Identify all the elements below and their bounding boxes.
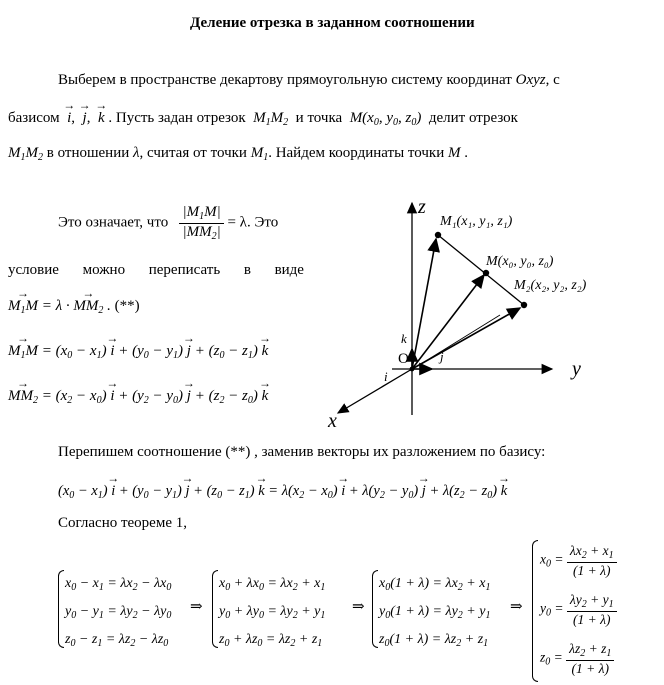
intro-line-3: $M_1M_2$ в отношении λ, считая от точки $M_1$. Найдем координаты точки M .: [8, 145, 468, 163]
segment-line: [438, 235, 524, 305]
system-1: $x_0 - x_1 = \lambda x_2 - \lambda x_0$ $y_0 - y_1 = \lambda y_2 - \lambda y_0$ $z_0 - z_1 = \lambda z_2 - \lambda z_0$: [65, 576, 172, 649]
m-label: M(x₀, y₀, z₀): [486, 254, 554, 269]
intro-text-6: в отношении: [46, 145, 130, 161]
vector-relation: → $M_1M = \lambda$ · → $MM_2$ . (**): [8, 298, 140, 316]
z-axis-label: z: [418, 196, 426, 218]
m1-label: M₁(x₁, y₁, z₁): [440, 214, 513, 229]
origin-dot: [410, 367, 415, 372]
segment-m1m2: $M_1M_2$: [253, 110, 289, 128]
meaning-line: Это означает, что $\frac{|M_1M|}{|MM_2|}$ = λ. Это: [58, 204, 279, 242]
vector-m1m: → $M_1M = (x_0 - x_1) \to i + (y_0 - y_1) \to j + (z_0 - z_1) \to k$: [8, 343, 268, 361]
x-axis: [338, 369, 412, 413]
solution-y0: $y_0$ = $\frac{\lambda y_2 + y_1}{(1 + \lambda)}$: [540, 592, 617, 627]
point-m-dot: [483, 270, 489, 276]
implies-2: ⇒: [352, 599, 365, 615]
coordinate-diagram: [300, 195, 664, 430]
system-2-brace: [212, 570, 218, 648]
system-2: $x_0 + \lambda x_0 = \lambda x_2 + x_1$ $y_0 + \lambda y_0 = \lambda y_2 + y_1$ $z_0 + \lambda z_0 = \lambda z_2 + z_1$: [219, 576, 326, 649]
intro-text-2: базисом: [8, 110, 60, 126]
expanded-equation: $(x_0 - x_1) \to i + (y_0 - y_1) \to j + (z_0 - z_1) \to k = \lambda(x_2 - x_0) \to i + \lambda(y_2 - y_0) \to j + \lambda(z_2 - z_0) \to k$: [58, 483, 507, 501]
intro-text-8: . Найдем координаты точки: [268, 145, 445, 161]
basis-i: → i: [67, 110, 71, 127]
ratio-fraction: $\frac{|M_1M|}{|MM_2|}$: [179, 204, 223, 242]
system-3-brace: [372, 570, 378, 648]
meaning-line-2: условие можно переписать в виде: [8, 262, 304, 278]
origin-label: O: [398, 351, 409, 367]
point-m2-dot: [521, 302, 527, 308]
x-axis-label: x: [328, 410, 337, 430]
radius-m: [412, 275, 484, 369]
guide-line: [416, 315, 500, 367]
meaning-text-a: Это означает, что: [58, 214, 169, 231]
intro-text-1: Выберем в пространстве декартову прямоугольную систему координат: [58, 72, 512, 88]
system-1-brace: [58, 570, 64, 648]
point-m: $M(x_0$, $y_0$, $z_0$): [349, 110, 422, 128]
implies-3: ⇒: [510, 599, 523, 615]
rewrite-text: Перепишем соотношение (**) , заменив векторы их разложением по базису:: [58, 444, 546, 460]
system-3: $x_0(1 + \lambda) = \lambda x_2 + x_1$ $y_0(1 + \lambda) = \lambda y_2 + y_1$ $z_0(1 + \lambda) = \lambda z_2 + z_1$: [379, 576, 491, 649]
solution-z0: $z_0$ = $\frac{\lambda z_2 + z_1}{(1 + \lambda)}$: [540, 641, 614, 676]
k-label: k: [401, 331, 407, 346]
oxyz-symbol: Oxyz: [515, 72, 546, 88]
basis-k: → k: [98, 110, 105, 127]
vector-mm2: → $MM_2 = (x_2 - x_0) \to i + (y_2 - y_0) \to j + (z_2 - z_0) \to k$: [8, 388, 268, 406]
page-title: Деление отрезка в заданном соотношении: [190, 15, 475, 31]
meaning-text-b: . Это: [246, 214, 279, 231]
m2-label: M₂(x₂, y₂, z₂): [514, 278, 587, 293]
basis-j: → j: [83, 110, 87, 127]
theorem-text: Согласно теореме 1,: [58, 515, 187, 531]
eq-label: (**): [114, 298, 140, 314]
intro-text-5: делит отрезок: [428, 110, 518, 126]
solution-x0: $x_0$ = $\frac{\lambda x_2 + x_1}{(1 + \lambda)}$: [540, 543, 617, 578]
intro-line-1: Выберем в пространстве декартову прямоугольную систему координат Oxyz, с: [58, 72, 560, 88]
y-axis-label: y: [572, 358, 581, 380]
intro-line-2: базисом → i, → j, → k . Пусть задан отрезок $M_1M_2$ и точка $M(x_0$, $y_0$, $z_0$) делит отрезок: [8, 110, 518, 128]
radius-m1: [412, 239, 436, 369]
point-m1-dot: [435, 232, 441, 238]
intro-text-7: , считая от точки: [139, 145, 247, 161]
i-label: i: [384, 369, 388, 384]
lambda-symbol: λ: [133, 145, 140, 161]
j-label: j: [440, 349, 444, 364]
intro-text-4: и точка: [295, 110, 343, 126]
implies-1: ⇒: [190, 599, 203, 615]
system-4-brace: [532, 540, 538, 682]
intro-text-3: . Пусть задан отрезок: [108, 110, 246, 126]
